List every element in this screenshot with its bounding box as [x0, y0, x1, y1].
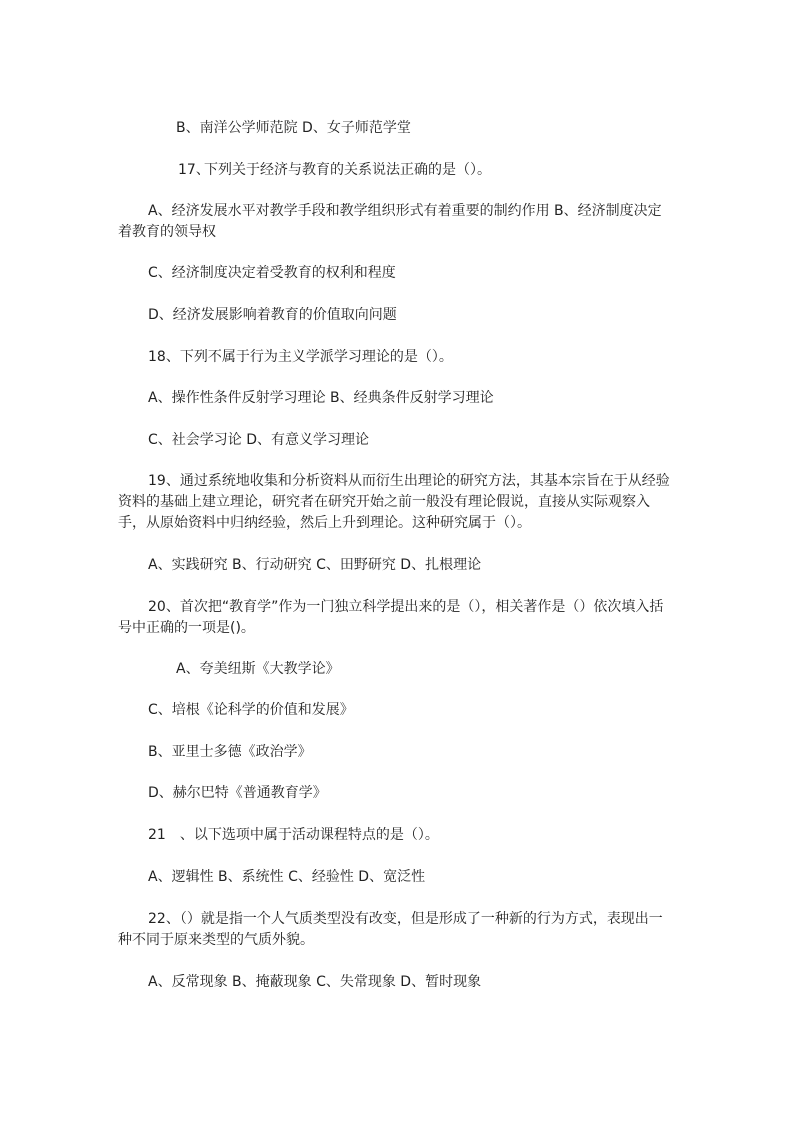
- q20-option-a: A、夸美纽斯《大教学论》: [176, 661, 340, 677]
- q17-question: [118, 160, 674, 181]
- q17-option-c: C、经济制度决定着受教育的权利和程度: [148, 265, 396, 281]
- q20-option-d: D、赫尔巴特《普通教育学》: [148, 785, 327, 801]
- q16-options: B、南洋公学师范院 D、女子师范学堂: [176, 120, 411, 136]
- q21-question: 21 、以下选项中属于活动课程特点的是（）。: [148, 827, 439, 843]
- q22-question: 22、（）就是指一个人气质类型没有改变，但是形成了一种新的行为方式，表现出一种不同于原来类型的气质外貌。: [118, 911, 663, 948]
- q17-option-d: D、经济发展影响着教育的价值取向问题: [148, 307, 397, 323]
- q20-question: 20、首次把“教育学”作为一门独立科学提出来的是（），相关著作是（）依次填入括号中正确的一项是()。: [118, 599, 664, 636]
- q21-options: A、逻辑性 B、系统性 C、经验性 D、宽泛性: [148, 869, 426, 885]
- q18-options-ab: A、操作性条件反射学习理论 B、经典条件反射学习理论: [148, 390, 494, 406]
- q17-text: 下列关于经济与教育的关系说法正确的是（）。: [204, 162, 491, 178]
- q18-question: 18、下列不属于行为主义学派学习理论的是（）。: [148, 349, 453, 365]
- q20-option-c: C、培根《论科学的价值和发展》: [148, 702, 354, 718]
- q22-options: A、反常现象 B、掩蔽现象 C、失常现象 D、暂时现象: [148, 974, 482, 990]
- q19-options: A、实践研究 B、行动研究 C、田野研究 D、扎根理论: [148, 557, 482, 573]
- q20-option-b: B、亚里士多德《政治学》: [148, 744, 312, 760]
- q19-question: 19、通过系统地收集和分析资料从而衍生出理论的研究方法，其基本宗旨在于从经验资料的基础上建立理论，研究者在研究开始之前一般没有理论假说，直接从实际观察入手，从原始资料中归纳经验，然后上升到理论。这种研究属于（）。: [118, 473, 670, 531]
- q18-options-cd: C、社会学习论 D、有意义学习理论: [148, 432, 370, 448]
- q17-number: 17、: [178, 162, 210, 178]
- q17-options-ab: A、经济发展水平对教学手段和教学组织形式有着重要的制约作用 B、经济制度决定着教育的领导权: [118, 203, 662, 240]
